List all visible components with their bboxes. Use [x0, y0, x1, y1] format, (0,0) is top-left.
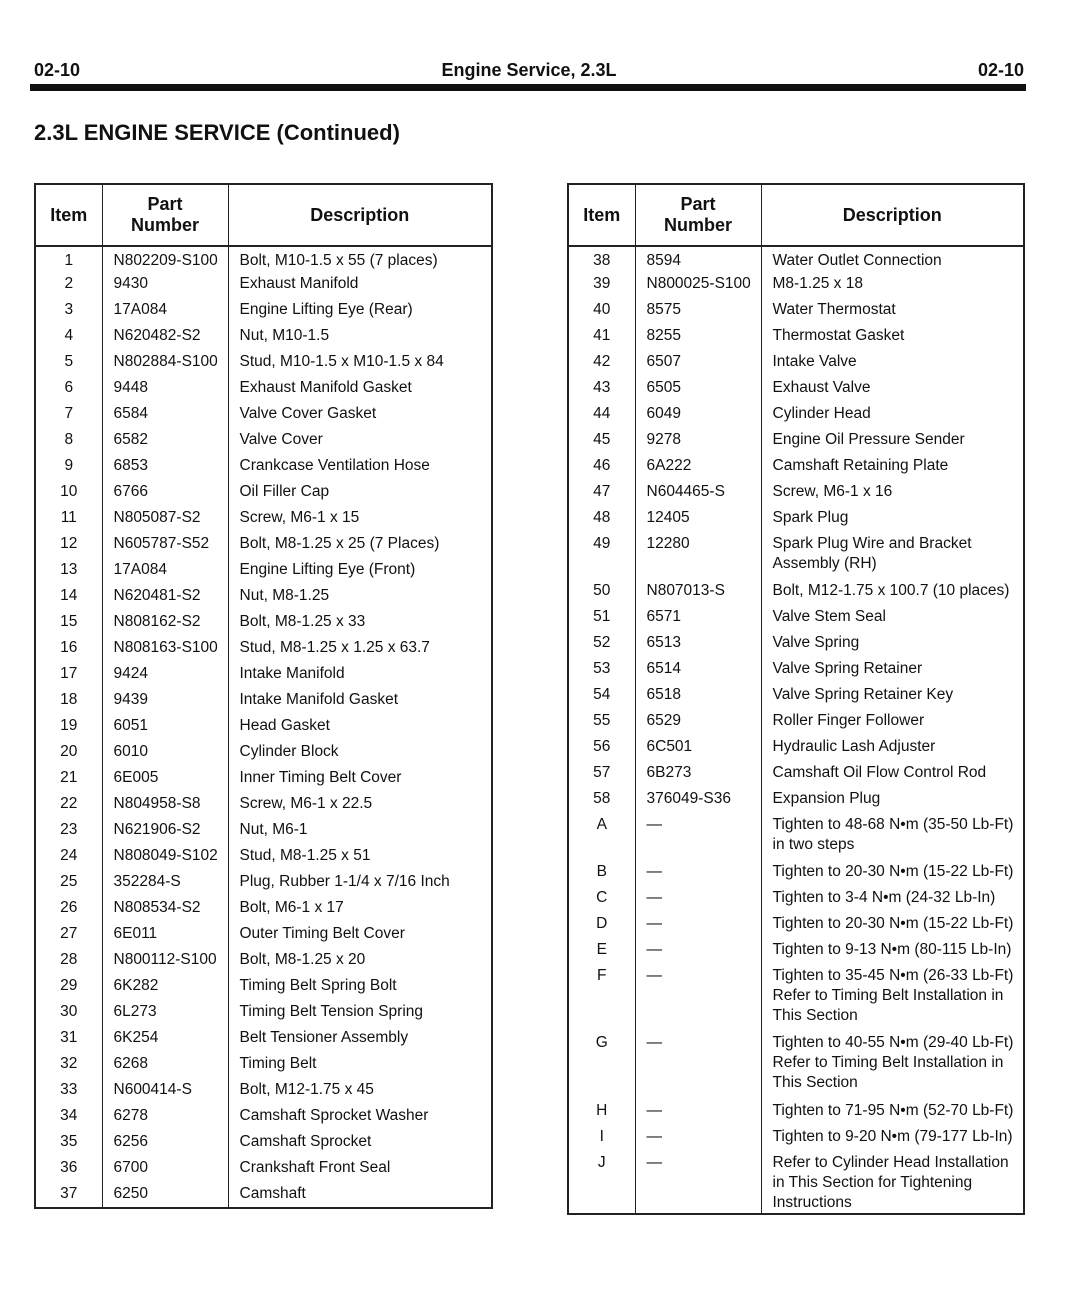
header-rule — [30, 84, 1026, 91]
table-row — [568, 860, 1024, 886]
description-cell: Bolt, M10-1.5 x 55 (7 places) — [228, 246, 492, 272]
table-row — [35, 766, 492, 792]
table-row — [35, 714, 492, 740]
item-cell: 25 — [35, 870, 102, 896]
description-cell: Oil Filler Cap — [228, 480, 492, 506]
description-cell: Outer Timing Belt Cover — [228, 922, 492, 948]
page-header — [34, 58, 1024, 82]
part-number-cell: 9424 — [102, 662, 228, 688]
item-cell: G — [568, 1031, 635, 1099]
table-row — [568, 938, 1024, 964]
description-cell: Tighten to 20-30 N•m (15-22 Lb-Ft) — [761, 912, 1024, 938]
table-row — [568, 402, 1024, 428]
description-cell: Tighten to 9-13 N•m (80-115 Lb-In) — [761, 938, 1024, 964]
part-number-cell: 6268 — [102, 1052, 228, 1078]
item-cell: 33 — [35, 1078, 102, 1104]
part-number-cell: 6514 — [635, 657, 761, 683]
part-number-cell: 6278 — [102, 1104, 228, 1130]
part-number-cell: 8575 — [635, 298, 761, 324]
part-number-cell: 12405 — [635, 506, 761, 532]
table-row — [35, 870, 492, 896]
part-number-cell: N604465-S — [635, 480, 761, 506]
part-number-cell: 6513 — [635, 631, 761, 657]
page-number-left: 02-10 — [34, 60, 81, 80]
table-row — [35, 298, 492, 324]
part-number-cell: 6584 — [102, 402, 228, 428]
item-cell: 58 — [568, 787, 635, 813]
parts-table-right-body — [568, 246, 1024, 1214]
table-row — [35, 948, 492, 974]
part-number-cell: N802884-S100 — [102, 350, 228, 376]
description-cell: Intake Manifold Gasket — [228, 688, 492, 714]
column-header-part-number — [635, 184, 761, 246]
description-cell: Nut, M6-1 — [228, 818, 492, 844]
item-cell: 6 — [35, 376, 102, 402]
table-row — [35, 610, 492, 636]
description-cell: Stud, M8-1.25 x 51 — [228, 844, 492, 870]
table-row — [568, 480, 1024, 506]
part-number-cell: — — [635, 912, 761, 938]
table-row — [35, 1000, 492, 1026]
item-cell: E — [568, 938, 635, 964]
table-row — [35, 662, 492, 688]
description-cell: Camshaft — [228, 1182, 492, 1208]
part-number-cell: — — [635, 886, 761, 912]
item-cell: 56 — [568, 735, 635, 761]
part-number-cell: 9439 — [102, 688, 228, 714]
table-row — [35, 272, 492, 298]
description-cell: Bolt, M6-1 x 17 — [228, 896, 492, 922]
description-cell: Valve Spring Retainer — [761, 657, 1024, 683]
table-row — [568, 605, 1024, 631]
item-cell: 51 — [568, 605, 635, 631]
part-number-cell: N621906-S2 — [102, 818, 228, 844]
part-number-cell: 9448 — [102, 376, 228, 402]
part-number-cell: 6571 — [635, 605, 761, 631]
description-cell: Refer to Cylinder Head Installation in This Section for Tightening Instructions — [761, 1151, 1024, 1214]
item-cell: 43 — [568, 376, 635, 402]
table-row — [35, 792, 492, 818]
table-row — [35, 350, 492, 376]
table-row — [35, 896, 492, 922]
part-number-cell: 6B273 — [635, 761, 761, 787]
table-row — [568, 1125, 1024, 1151]
description-cell: Valve Cover — [228, 428, 492, 454]
item-cell: 46 — [568, 454, 635, 480]
item-cell: 5 — [35, 350, 102, 376]
part-number-cell: — — [635, 938, 761, 964]
description-cell: Inner Timing Belt Cover — [228, 766, 492, 792]
part-number-cell: 376049-S36 — [635, 787, 761, 813]
table-header-row — [568, 184, 1024, 246]
description-cell: Cylinder Head — [761, 402, 1024, 428]
item-cell: 40 — [568, 298, 635, 324]
table-row — [35, 480, 492, 506]
table-row — [568, 683, 1024, 709]
part-header-line2: Number — [663, 215, 732, 235]
item-cell: 15 — [35, 610, 102, 636]
part-number-cell: 9278 — [635, 428, 761, 454]
part-number-cell: N800112-S100 — [102, 948, 228, 974]
item-cell: 4 — [35, 324, 102, 350]
item-cell: 57 — [568, 761, 635, 787]
item-cell: 26 — [35, 896, 102, 922]
description-cell: Roller Finger Follower — [761, 709, 1024, 735]
description-cell: Tighten to 48-68 N•m (35-50 Lb-Ft) in two steps — [761, 813, 1024, 860]
part-number-cell: — — [635, 813, 761, 860]
table-row — [568, 631, 1024, 657]
item-cell: 20 — [35, 740, 102, 766]
description-cell: Cylinder Block — [228, 740, 492, 766]
description-cell: Camshaft Sprocket — [228, 1130, 492, 1156]
part-number-cell: 352284-S — [102, 870, 228, 896]
part-number-cell: 6529 — [635, 709, 761, 735]
table-row — [568, 657, 1024, 683]
description-cell: Tighten to 20-30 N•m (15-22 Lb-Ft) — [761, 860, 1024, 886]
description-cell: Thermostat Gasket — [761, 324, 1024, 350]
table-row — [568, 1099, 1024, 1125]
item-cell: 31 — [35, 1026, 102, 1052]
part-header-line2: Number — [130, 215, 199, 235]
table-row — [35, 1104, 492, 1130]
part-number-cell: N802209-S100 — [102, 246, 228, 272]
description-cell: Screw, M6-1 x 16 — [761, 480, 1024, 506]
part-number-cell: 9430 — [102, 272, 228, 298]
table-row — [35, 1130, 492, 1156]
part-number-cell: 6010 — [102, 740, 228, 766]
description-cell: Bolt, M12-1.75 x 100.7 (10 places) — [761, 579, 1024, 605]
item-cell: 19 — [35, 714, 102, 740]
part-number-cell: 17A084 — [102, 558, 228, 584]
description-cell: Camshaft Sprocket Washer — [228, 1104, 492, 1130]
description-cell: Bolt, M8-1.25 x 25 (7 Places) — [228, 532, 492, 558]
parts-table-left — [34, 183, 493, 1209]
description-cell: Spark Plug Wire and Bracket Assembly (RH) — [761, 532, 1024, 579]
table-row — [35, 324, 492, 350]
table-row — [568, 272, 1024, 298]
description-cell: Plug, Rubber 1-1/4 x 7/16 Inch — [228, 870, 492, 896]
description-cell: Crankshaft Front Seal — [228, 1156, 492, 1182]
item-cell: 8 — [35, 428, 102, 454]
table-row — [568, 1031, 1024, 1099]
column-header-item: Item — [35, 184, 102, 246]
description-cell: Intake Valve — [761, 350, 1024, 376]
parts-table-right — [567, 183, 1025, 1215]
part-number-cell: 6049 — [635, 402, 761, 428]
part-number-cell: 6051 — [102, 714, 228, 740]
item-cell: 16 — [35, 636, 102, 662]
table-row — [568, 1151, 1024, 1214]
description-cell: Exhaust Valve — [761, 376, 1024, 402]
table-row — [568, 454, 1024, 480]
item-cell: 52 — [568, 631, 635, 657]
part-number-cell: 6L273 — [102, 1000, 228, 1026]
item-cell: 54 — [568, 683, 635, 709]
part-number-cell: — — [635, 964, 761, 1032]
description-cell: Spark Plug — [761, 506, 1024, 532]
part-number-cell: 6700 — [102, 1156, 228, 1182]
description-cell: Water Thermostat — [761, 298, 1024, 324]
table-row — [35, 532, 492, 558]
part-number-cell: N808534-S2 — [102, 896, 228, 922]
item-cell: 38 — [568, 246, 635, 272]
part-number-cell: 6A222 — [635, 454, 761, 480]
description-cell: Tighten to 35-45 N•m (26-33 Lb-Ft) Refer to Timing Belt Installation in This Section — [761, 964, 1024, 1032]
item-cell: 3 — [35, 298, 102, 324]
table-row — [568, 532, 1024, 579]
description-cell: Intake Manifold — [228, 662, 492, 688]
table-row — [35, 376, 492, 402]
part-number-cell: 6582 — [102, 428, 228, 454]
description-cell: Tighten to 40-55 N•m (29-40 Lb-Ft) Refer to Timing Belt Installation in This Section — [761, 1031, 1024, 1099]
part-number-cell: — — [635, 860, 761, 886]
item-cell: 29 — [35, 974, 102, 1000]
description-cell: Engine Lifting Eye (Front) — [228, 558, 492, 584]
table-row — [35, 246, 492, 272]
part-number-cell: N804958-S8 — [102, 792, 228, 818]
part-number-cell: 8255 — [635, 324, 761, 350]
table-row — [35, 428, 492, 454]
description-cell: Engine Lifting Eye (Rear) — [228, 298, 492, 324]
item-cell: 34 — [35, 1104, 102, 1130]
table-row — [568, 324, 1024, 350]
item-cell: 9 — [35, 454, 102, 480]
description-cell: Valve Cover Gasket — [228, 402, 492, 428]
part-number-cell: 6507 — [635, 350, 761, 376]
part-number-cell: 17A084 — [102, 298, 228, 324]
item-cell: 13 — [35, 558, 102, 584]
table-row — [35, 402, 492, 428]
table-row — [35, 922, 492, 948]
table-row — [35, 454, 492, 480]
table-row — [568, 298, 1024, 324]
table-row — [35, 1078, 492, 1104]
item-cell: F — [568, 964, 635, 1032]
part-number-cell: 8594 — [635, 246, 761, 272]
column-header-item: Item — [568, 184, 635, 246]
table-row — [568, 428, 1024, 454]
description-cell: Exhaust Manifold Gasket — [228, 376, 492, 402]
part-number-cell: — — [635, 1151, 761, 1214]
part-header-line1: Part — [680, 194, 716, 214]
part-number-cell: 6K254 — [102, 1026, 228, 1052]
item-cell: 18 — [35, 688, 102, 714]
description-cell: Screw, M6-1 x 15 — [228, 506, 492, 532]
item-cell: 44 — [568, 402, 635, 428]
item-cell: 42 — [568, 350, 635, 376]
table-row — [568, 709, 1024, 735]
description-cell: Hydraulic Lash Adjuster — [761, 735, 1024, 761]
description-cell: Belt Tensioner Assembly — [228, 1026, 492, 1052]
table-row — [35, 1052, 492, 1078]
part-number-cell: N605787-S52 — [102, 532, 228, 558]
description-cell: Exhaust Manifold — [228, 272, 492, 298]
part-number-cell: 6518 — [635, 683, 761, 709]
description-cell: Screw, M6-1 x 22.5 — [228, 792, 492, 818]
part-number-cell: N800025-S100 — [635, 272, 761, 298]
table-row — [35, 636, 492, 662]
item-cell: 37 — [35, 1182, 102, 1208]
table-header-row — [35, 184, 492, 246]
description-cell: Nut, M10-1.5 — [228, 324, 492, 350]
table-row — [568, 735, 1024, 761]
table-row — [35, 1026, 492, 1052]
part-number-cell: N808049-S102 — [102, 844, 228, 870]
part-number-cell: — — [635, 1099, 761, 1125]
table-row — [568, 376, 1024, 402]
item-cell: I — [568, 1125, 635, 1151]
page-title: Engine Service, 2.3L — [441, 60, 617, 80]
table-row — [35, 974, 492, 1000]
table-row — [568, 912, 1024, 938]
part-number-cell: N808163-S100 — [102, 636, 228, 662]
item-cell: 49 — [568, 532, 635, 579]
item-cell: 55 — [568, 709, 635, 735]
section-title: 2.3L ENGINE SERVICE (Continued) — [34, 120, 400, 145]
item-cell: C — [568, 886, 635, 912]
item-cell: D — [568, 912, 635, 938]
table-row — [35, 844, 492, 870]
table-row — [568, 886, 1024, 912]
item-cell: 32 — [35, 1052, 102, 1078]
part-number-cell: 6766 — [102, 480, 228, 506]
column-header-description: Description — [761, 184, 1024, 246]
description-cell: Bolt, M8-1.25 x 20 — [228, 948, 492, 974]
table-row — [35, 558, 492, 584]
item-cell: 17 — [35, 662, 102, 688]
description-cell: Tighten to 71-95 N•m (52-70 Lb-Ft) — [761, 1099, 1024, 1125]
item-cell: 2 — [35, 272, 102, 298]
part-number-cell: N600414-S — [102, 1078, 228, 1104]
column-header-part-number — [102, 184, 228, 246]
item-cell: 12 — [35, 532, 102, 558]
item-cell: 23 — [35, 818, 102, 844]
table-row — [568, 813, 1024, 860]
table-row — [35, 688, 492, 714]
item-cell: 28 — [35, 948, 102, 974]
item-cell: 35 — [35, 1130, 102, 1156]
part-number-cell: N807013-S — [635, 579, 761, 605]
description-cell: Crankcase Ventilation Hose — [228, 454, 492, 480]
table-row — [568, 350, 1024, 376]
part-number-cell: — — [635, 1125, 761, 1151]
part-number-cell: 6E005 — [102, 766, 228, 792]
description-cell: Timing Belt — [228, 1052, 492, 1078]
item-cell: 48 — [568, 506, 635, 532]
item-cell: 41 — [568, 324, 635, 350]
part-number-cell: N620481-S2 — [102, 584, 228, 610]
part-number-cell: — — [635, 1031, 761, 1099]
part-number-cell: N808162-S2 — [102, 610, 228, 636]
item-cell: 39 — [568, 272, 635, 298]
item-cell: 30 — [35, 1000, 102, 1026]
item-cell: A — [568, 813, 635, 860]
table-row — [568, 506, 1024, 532]
description-cell: Stud, M10-1.5 x M10-1.5 x 84 — [228, 350, 492, 376]
parts-table-left-body — [35, 246, 492, 1208]
item-cell: 24 — [35, 844, 102, 870]
part-number-cell: 6505 — [635, 376, 761, 402]
part-number-cell: 6256 — [102, 1130, 228, 1156]
table-row — [568, 964, 1024, 1032]
part-number-cell: 6K282 — [102, 974, 228, 1000]
item-cell: 1 — [35, 246, 102, 272]
description-cell: Tighten to 3-4 N•m (24-32 Lb-In) — [761, 886, 1024, 912]
part-number-cell: 6C501 — [635, 735, 761, 761]
description-cell: Water Outlet Connection — [761, 246, 1024, 272]
description-cell: Bolt, M12-1.75 x 45 — [228, 1078, 492, 1104]
table-row — [35, 740, 492, 766]
item-cell: 7 — [35, 402, 102, 428]
part-number-cell: 6E011 — [102, 922, 228, 948]
item-cell: 45 — [568, 428, 635, 454]
table-row — [35, 1182, 492, 1208]
description-cell: Nut, M8-1.25 — [228, 584, 492, 610]
table-row — [35, 818, 492, 844]
item-cell: J — [568, 1151, 635, 1214]
table-row — [35, 1156, 492, 1182]
table-row — [35, 584, 492, 610]
item-cell: 47 — [568, 480, 635, 506]
description-cell: Tighten to 9-20 N•m (79-177 Lb-In) — [761, 1125, 1024, 1151]
part-header-line1: Part — [147, 194, 183, 214]
description-cell: Timing Belt Spring Bolt — [228, 974, 492, 1000]
table-row — [568, 787, 1024, 813]
description-cell: Timing Belt Tension Spring — [228, 1000, 492, 1026]
description-cell: Bolt, M8-1.25 x 33 — [228, 610, 492, 636]
part-number-cell: 6853 — [102, 454, 228, 480]
item-cell: 50 — [568, 579, 635, 605]
table-row — [568, 761, 1024, 787]
item-cell: 10 — [35, 480, 102, 506]
item-cell: B — [568, 860, 635, 886]
part-number-cell: N620482-S2 — [102, 324, 228, 350]
part-number-cell: 12280 — [635, 532, 761, 579]
description-cell: Camshaft Retaining Plate — [761, 454, 1024, 480]
table-row — [568, 246, 1024, 272]
item-cell: 21 — [35, 766, 102, 792]
part-number-cell: N805087-S2 — [102, 506, 228, 532]
item-cell: 11 — [35, 506, 102, 532]
table-row — [568, 579, 1024, 605]
table-row — [35, 506, 492, 532]
description-cell: M8-1.25 x 18 — [761, 272, 1024, 298]
page-number-right: 02-10 — [977, 60, 1024, 80]
item-cell: 22 — [35, 792, 102, 818]
item-cell: 27 — [35, 922, 102, 948]
description-cell: Head Gasket — [228, 714, 492, 740]
item-cell: 14 — [35, 584, 102, 610]
column-header-description: Description — [228, 184, 492, 246]
description-cell: Engine Oil Pressure Sender — [761, 428, 1024, 454]
item-cell: H — [568, 1099, 635, 1125]
item-cell: 53 — [568, 657, 635, 683]
description-cell: Valve Spring Retainer Key — [761, 683, 1024, 709]
description-cell: Camshaft Oil Flow Control Rod — [761, 761, 1024, 787]
item-cell: 36 — [35, 1156, 102, 1182]
description-cell: Expansion Plug — [761, 787, 1024, 813]
description-cell: Valve Stem Seal — [761, 605, 1024, 631]
description-cell: Valve Spring — [761, 631, 1024, 657]
description-cell: Stud, M8-1.25 x 1.25 x 63.7 — [228, 636, 492, 662]
part-number-cell: 6250 — [102, 1182, 228, 1208]
